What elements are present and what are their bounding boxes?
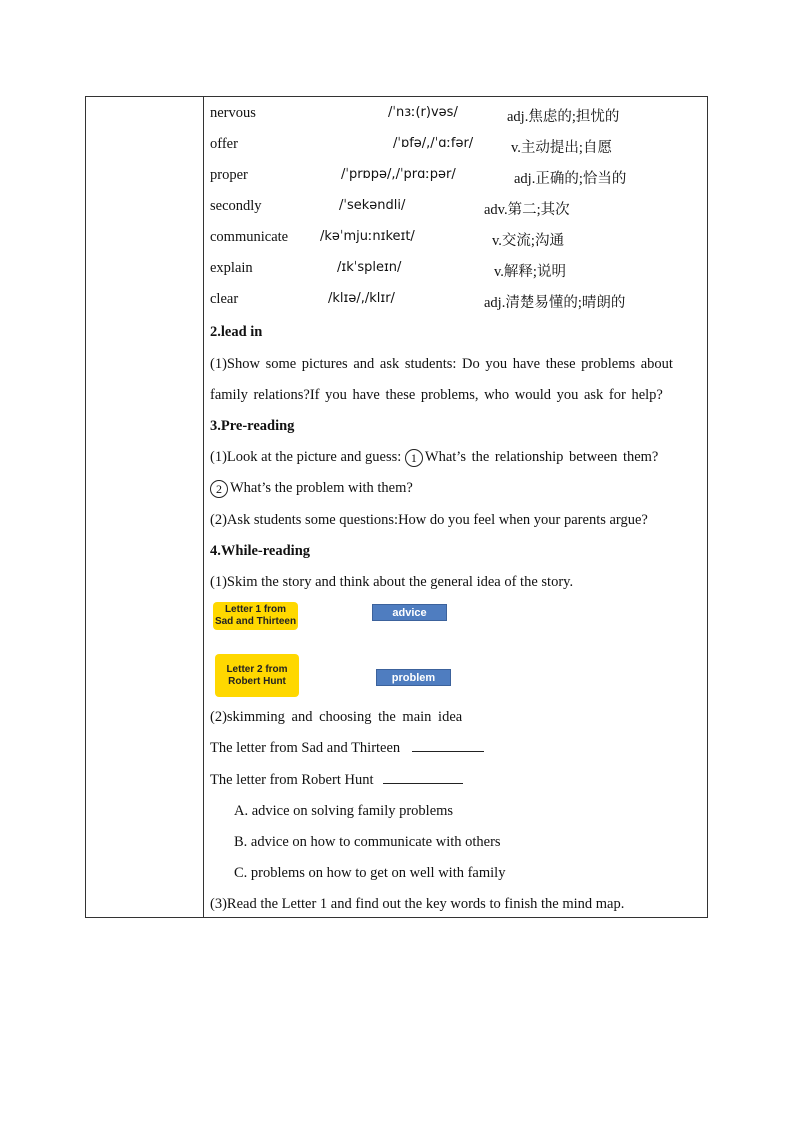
letter-1-line-1: Letter 1 from xyxy=(224,604,287,615)
lead-in-line-1: (1)Show some pictures and ask students: Do you have these problems about xyxy=(210,356,673,372)
vocab-word: communicate xyxy=(210,229,289,245)
vocab-meaning: adj.正确的;恰当的 xyxy=(514,171,627,187)
letter-1-card xyxy=(213,602,298,630)
vocab-phonetic: /kəˈmjuːnɪkeɪt/ xyxy=(320,229,415,244)
advice-tag: advice xyxy=(372,604,447,621)
vocab-phonetic: /ˈprɒpə/,/ˈprɑːpər/ xyxy=(341,167,456,182)
vocab-row xyxy=(210,105,702,125)
lead-in-line-2: family relations?If you have these problems, who would you ask for help? xyxy=(210,387,663,403)
vocab-row xyxy=(210,198,702,218)
vocab-phonetic: /klɪə/,/klɪr/ xyxy=(328,291,395,306)
vocab-word: nervous xyxy=(210,105,256,121)
letter-2-line-2: Robert Hunt xyxy=(228,675,286,687)
while-reading-question-2: (2)skimming and choosing the main idea xyxy=(210,709,463,725)
lesson-table xyxy=(85,96,708,918)
letter-2-card xyxy=(215,654,299,697)
letter-1-line-2: Sad and Thirteen xyxy=(214,616,297,627)
vocab-meaning: adv.第二;其次 xyxy=(484,202,570,218)
section-heading-lead-in: 2.lead in xyxy=(210,324,263,340)
match-text-2: The letter from Robert Hunt xyxy=(210,772,374,788)
pre-reading-question-1b xyxy=(210,478,413,498)
letter-2-line-1: Letter 2 from xyxy=(226,663,288,675)
vocab-row xyxy=(210,260,702,280)
section-heading-pre-reading: 3.Pre-reading xyxy=(210,418,295,434)
vocab-meaning: adj.焦虑的;担忧的 xyxy=(507,109,620,125)
answer-blank-2[interactable] xyxy=(383,771,463,784)
vocab-phonetic: /ˈsekəndli/ xyxy=(339,198,406,213)
circled-number-1: 1 xyxy=(405,449,423,467)
match-line-1 xyxy=(210,738,484,758)
vocab-meaning: adj.清楚易懂的;晴朗的 xyxy=(484,295,626,311)
pre-reading-question-2: (2)Ask students some questions:How do you feel when your parents argue? xyxy=(210,512,648,528)
vocab-meaning: v.交流;沟通 xyxy=(492,233,564,249)
vocab-meaning: v.主动提出;自愿 xyxy=(511,140,612,156)
while-reading-question-1: (1)Skim the story and think about the general idea of the story. xyxy=(210,574,574,590)
pre-reading-question-1 xyxy=(210,447,658,467)
vocab-row xyxy=(210,136,702,156)
vocab-meaning: v.解释;说明 xyxy=(494,264,566,280)
vocab-word: clear xyxy=(210,291,239,307)
option-c: C. problems on how to get on well with family xyxy=(234,865,506,881)
while-reading-question-3: (3)Read the Letter 1 and find out the key words to finish the mind map. xyxy=(210,896,625,912)
vocab-word: offer xyxy=(210,136,238,152)
vocab-phonetic: /ˈnɜː(r)vəs/ xyxy=(388,105,458,120)
question-part-a: What’s the relationship between them? xyxy=(424,449,659,465)
question-prefix: (1)Look at the picture and guess: xyxy=(210,449,402,465)
match-text-1: The letter from Sad and Thirteen xyxy=(210,740,401,756)
answer-blank-1[interactable] xyxy=(412,739,484,752)
problem-tag: problem xyxy=(376,669,451,686)
vocab-word: proper xyxy=(210,167,248,183)
match-line-2 xyxy=(210,770,463,790)
vocab-row xyxy=(210,229,702,249)
vocab-row xyxy=(210,291,702,311)
section-heading-while-reading: 4.While-reading xyxy=(210,543,311,559)
question-part-b: What’s the problem with them? xyxy=(230,480,413,496)
vocab-phonetic: /ˈɒfə/,/ˈɑːfər/ xyxy=(393,136,474,151)
option-b: B. advice on how to communicate with others xyxy=(234,834,501,850)
vocab-row xyxy=(210,167,702,187)
circled-number-2: 2 xyxy=(210,480,228,498)
vocab-phonetic: /ɪkˈspleɪn/ xyxy=(337,260,402,275)
option-a: A. advice on solving family problems xyxy=(234,803,454,819)
vocab-word: secondly xyxy=(210,198,262,214)
column-divider xyxy=(203,97,204,917)
vocab-word: explain xyxy=(210,260,253,276)
